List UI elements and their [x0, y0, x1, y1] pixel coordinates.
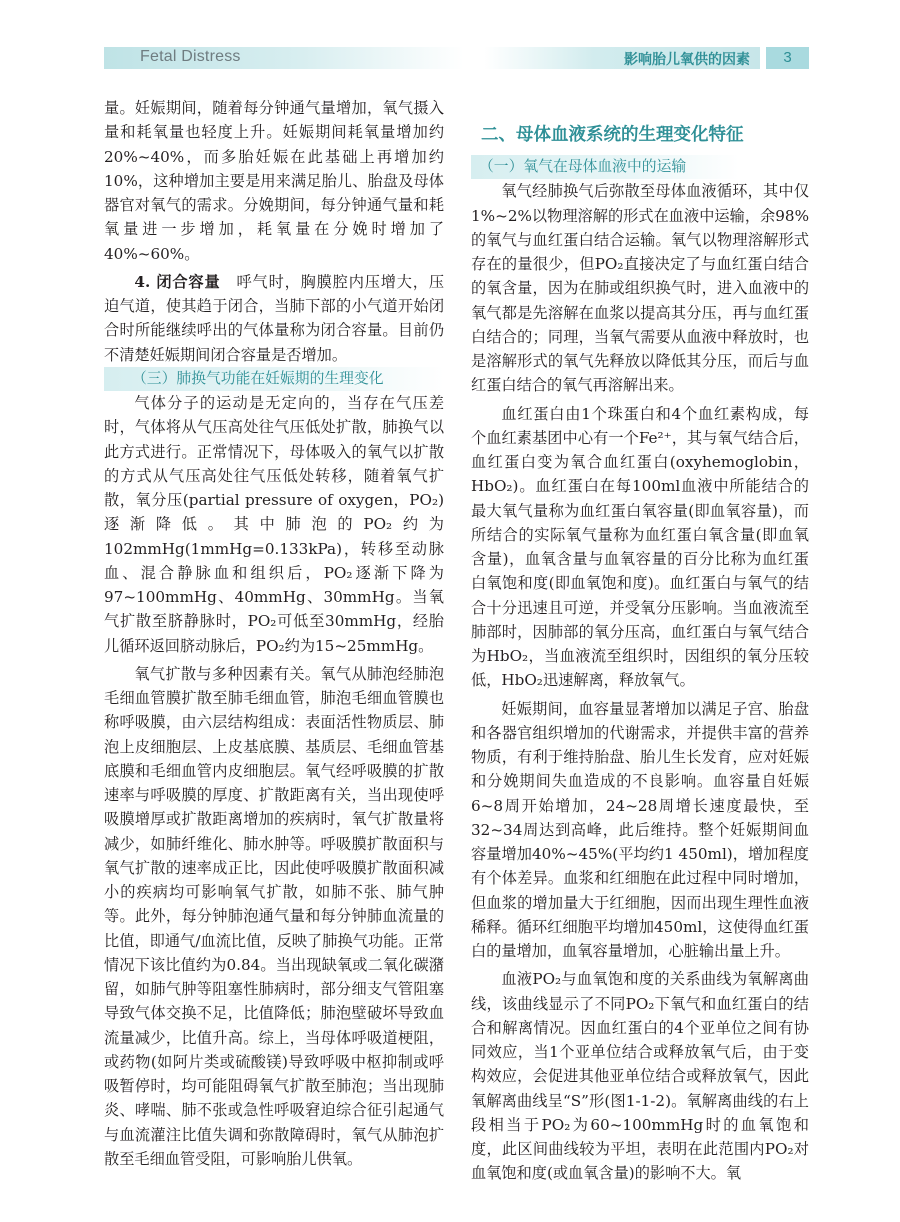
- right-paragraph-3: 妊娠期间，血容量显著增加以满足子宫、胎盘和各器官组织增加的代谢需求，并提供丰富的营养物质，有利于维持胎盘、胎儿生长发育，应对妊娠和分娩期间失血造成的不良影响。血容量自妊娠6~8周开始增加，24~28周增长速度最快，至32~34周达到高峰，此后维持。整个妊娠期间血容量增加40%~45%(平均约1 450ml)，增加程度有个体差异。血浆和红细胞在此过程中同时增加，但血浆的增加量大于红细胞，因而出现生理性血液稀释。循环红细胞平均增加450ml，这使得血红蛋白的量增加，血氧容量增加，心脏输出量上升。: [471, 699, 809, 960]
- closing-capacity-text: 呼气时，胸膜腔内压增大，压迫气道，使其趋于闭合，当肺下部的小气道开始闭合时所能继续呼出的气体量称为闭合容量。目前仍不清楚妊娠期间闭合容量是否增加。: [104, 272, 445, 364]
- closing-capacity-label: 4. 闭合容量: [134, 272, 221, 291]
- subheading-1: （一）氧气在母体血液中的运输: [471, 155, 739, 179]
- header-book-title-band: [104, 47, 464, 69]
- page-number: 3: [783, 49, 792, 66]
- left-paragraph-1: 量。妊娠期间，随着每分钟通气量增加，氧气摄入量和耗氧量也轻度上升。妊娠期间耗氧量增加约20%~40%，而多胎妊娠在此基础上再增加约10%，这种增加主要是用来满足胎儿、胎盘及母体器官对氧气的需求。分娩期间，每分钟通气量和耗氧量进一步增加，耗氧量在分娩时增加了40%~60%。: [104, 99, 444, 263]
- right-paragraph-4: 血液PO₂与血氧饱和度的关系曲线为氧解离曲线，该曲线显示了不同PO₂下氧气和血红蛋白的结合和解离情况。因血红蛋白的4个亚单位之间有协同效应，当1个亚单位结合或释放氧气后，由于变构效应，会促进其他亚单位结合或释放氧气，因此氧解离曲线呈“S”形(图1-1-2)。氧解离曲线的右上段相当于PO₂为60~100mmHg时的血氧饱和度，此区间曲线较为平坦，表明在此范围内PO₂对血氧饱和度(或血氧含量)的影响不大。氧: [471, 970, 809, 1183]
- left-column: [104, 96, 444, 1171]
- right-paragraph-2: 血红蛋白由1个珠蛋白和4个血红素构成，每个血红素基团中心有一个Fe²⁺，其与氧气结合后，血红蛋白变为氧合血红蛋白(oxyhemoglobin，HbO₂)。血红蛋白在每100ml血液中所能结合的最大氧气量称为血红蛋白氧容量(即血氧容量)，而所结合的实际氧气量称为血红蛋白氧含量(即血氧含量)，血氧含量与血氧容量的百分比称为血红蛋白氧饱和度(即血氧饱和度)。血红蛋白与氧气的结合十分迅速且可逆，并受氧分压影响。当血液流至肺部时，因肺部的氧分压高，血红蛋白与氧气结合为HbO₂，当血液流至组织时，因组织的氧分压较低，HbO₂迅速解离，释放氧气。: [471, 404, 809, 690]
- header-chapter-title-band: [484, 47, 760, 69]
- left-paragraph-3: 气体分子的运动是无定向的，当存在气压差时，气体将从气压高处往气压低处扩散，肺换气以此方式进行。正常情况下，母体吸入的氧气以扩散的方式从气压高处往气压低处转移，随着氧气扩散，氧分压(partial pressure of oxygen，PO₂)逐渐降低。其中肺泡的PO₂约为102mmHg(1mmHg=0.133kPa)，转移至动脉血、混合静脉血和组织后，PO₂逐渐下降为97~100mmHg、40mmHg、30mmHg。当氧气扩散至脐静脉时，PO₂可低至30mmHg，经胎儿循环返回脐动脉后，PO₂约为15~25mmHg。: [104, 394, 444, 655]
- header-chapter-title: 影响胎儿氧供的因素: [624, 52, 750, 68]
- page-number-box: [766, 47, 809, 69]
- subheading-3: （三）肺换气功能在妊娠期的生理变化: [104, 367, 444, 391]
- section-title: 二、母体血液系统的生理变化特征: [481, 125, 744, 145]
- left-paragraph-4: 氧气扩散与多种因素有关。氧气从肺泡经肺泡毛细血管膜扩散至肺毛细血管，肺泡毛细血管膜也称呼吸膜，由六层结构组成：表面活性物质层、肺泡上皮细胞层、上皮基底膜、基质层、毛细血管基底膜和毛细血管内皮细胞层。氧气经呼吸膜的扩散速率与呼吸膜的厚度、扩散距离有关，当出现使呼吸膜增厚或扩散距离增加的疾病时，氧气扩散量将减少，如肺纤维化、肺水肿等。呼吸膜扩散面积与氧气扩散的速率成正比，因此使呼吸膜扩散面积减小的疾病均可影响氧气扩散，如肺不张、肺气肿等。此外，每分钟肺泡通气量和每分钟肺血流量的比值，即通气/血流比值，反映了肺换气功能。正常情况下该比值约为0.84。当出现缺氧或二氧化碳潴留，如肺气肿等阻塞性肺病时，部分细支气管阻塞导致气体交换不足，比值降低；肺泡壁破坏导致血流量减少，比值升高。综上，当母体呼吸道梗阻，或药物(如阿片类或硫酸镁)导致呼吸中枢抑制或呼吸暂停时，均可能阻碍氧气扩散至肺泡；当出现肺炎、哮喘、肺不张或急性呼吸窘迫综合征引起通气与血流灌注比值失调和弥散障碍时，氧气从肺泡扩散至毛细血管受阻，可影响胎儿供氧。: [104, 664, 444, 1168]
- running-header: [104, 47, 809, 69]
- header-book-title: Fetal Distress: [140, 48, 241, 65]
- right-column: [471, 99, 809, 1186]
- left-paragraph-2: [104, 270, 444, 367]
- right-paragraph-1: 氧气经肺换气后弥散至母体血液循环，其中仅1%~2%以物理溶解的形式在血液中运输，余98%的氧气与血红蛋白结合运输。氧气以物理溶解形式存在的量很少，但PO₂直接决定了与血红蛋白结合的氧含量，因为在肺或组织换气时，进入血液中的氧气都是先溶解在血浆以提高其分压，再与血红蛋白结合的；同理，当氧气需要从血液中释放时，也是溶解形式的氧气先释放以降低其分压，而后与血红蛋白结合的氧气再溶解出来。: [471, 182, 809, 395]
